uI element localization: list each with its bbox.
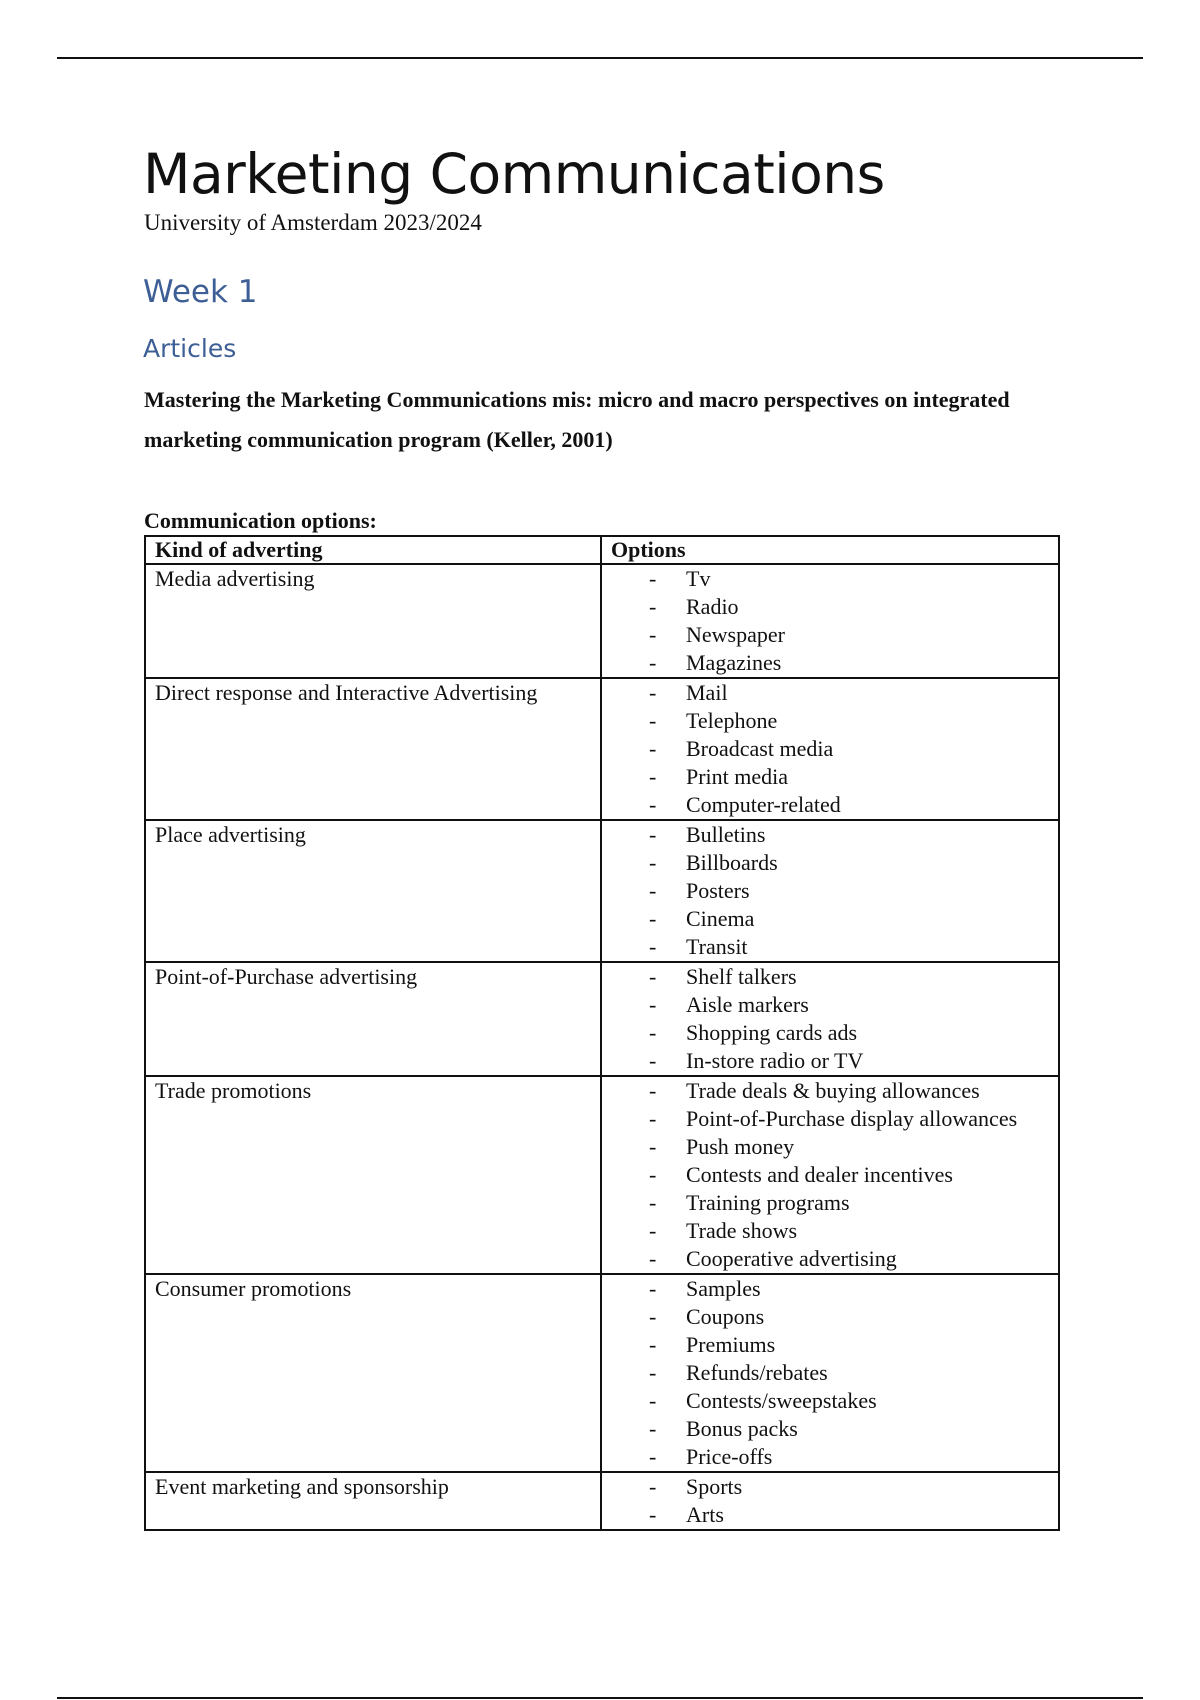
options-cell [601,1076,1059,1274]
articles-heading: Articles [143,334,237,363]
communication-options-table [144,535,1060,1531]
option-item: - Shopping cards ads [611,1019,1049,1047]
kind-cell: Point-of-Purchase advertising [145,962,601,1076]
options-list [611,821,1049,961]
option-item: - Trade shows [611,1217,1049,1245]
option-item: - In-store radio or TV [611,1047,1049,1075]
option-item: - Point-of-Purchase display allowances [611,1105,1049,1133]
week-heading: Week 1 [143,274,258,310]
options-list [611,963,1049,1075]
header-options: Options [601,536,1059,564]
option-item: - Push money [611,1133,1049,1161]
table-row [145,1472,1059,1530]
table-body [145,564,1059,1530]
top-rule [57,57,1143,59]
option-item: - Computer-related [611,791,1049,819]
options-list [611,1473,1049,1529]
option-item: - Contests and dealer incentives [611,1161,1049,1189]
options-cell [601,1472,1059,1530]
kind-cell: Place advertising [145,820,601,962]
option-item: - Print media [611,763,1049,791]
bottom-rule [57,1697,1143,1699]
kind-cell: Direct response and Interactive Advertising [145,678,601,820]
table-row [145,678,1059,820]
table-caption: Communication options: [144,508,377,533]
option-item: - Broadcast media [611,735,1049,763]
option-item: - Premiums [611,1331,1049,1359]
option-item: - Shelf talkers [611,963,1049,991]
option-item: - Bulletins [611,821,1049,849]
option-item: - Mail [611,679,1049,707]
kind-cell: Media advertising [145,564,601,678]
options-cell [601,962,1059,1076]
header-kind: Kind of adverting [145,536,601,564]
option-item: - Contests/sweepstakes [611,1387,1049,1415]
option-item: - Sports [611,1473,1049,1501]
table-row [145,1076,1059,1274]
table-row [145,820,1059,962]
kind-cell: Consumer promotions [145,1274,601,1472]
options-cell [601,820,1059,962]
table-row [145,564,1059,678]
option-item: - Aisle markers [611,991,1049,1019]
option-item: - Price-offs [611,1443,1049,1471]
option-item: - Coupons [611,1303,1049,1331]
option-item: - Tv [611,565,1049,593]
option-item: - Billboards [611,849,1049,877]
kind-cell: Event marketing and sponsorship [145,1472,601,1530]
option-item: - Arts [611,1501,1049,1529]
table-row [145,962,1059,1076]
option-item: - Training programs [611,1189,1049,1217]
option-item: - Samples [611,1275,1049,1303]
option-item: - Refunds/rebates [611,1359,1049,1387]
page-subtitle: University of Amsterdam 2023/2024 [144,210,482,235]
option-item: - Newspaper [611,621,1049,649]
option-item: - Trade deals & buying allowances [611,1077,1049,1105]
table-header-row [145,536,1059,564]
option-item: - Posters [611,877,1049,905]
option-item: - Transit [611,933,1049,961]
option-item: - Radio [611,593,1049,621]
options-cell [601,678,1059,820]
option-item: - Cinema [611,905,1049,933]
page-title: Marketing Communications [143,142,885,206]
option-item: - Telephone [611,707,1049,735]
options-list [611,565,1049,677]
options-list [611,1275,1049,1471]
option-item: - Cooperative advertising [611,1245,1049,1273]
table-row [145,1274,1059,1472]
kind-cell: Trade promotions [145,1076,601,1274]
article-title: Mastering the Marketing Communications mis: micro and macro perspectives on integrated marketing communication program (Keller, 2001) [144,387,1010,452]
options-list [611,1077,1049,1273]
option-item: - Bonus packs [611,1415,1049,1443]
options-list [611,679,1049,819]
options-cell [601,1274,1059,1472]
option-item: - Magazines [611,649,1049,677]
options-cell [601,564,1059,678]
